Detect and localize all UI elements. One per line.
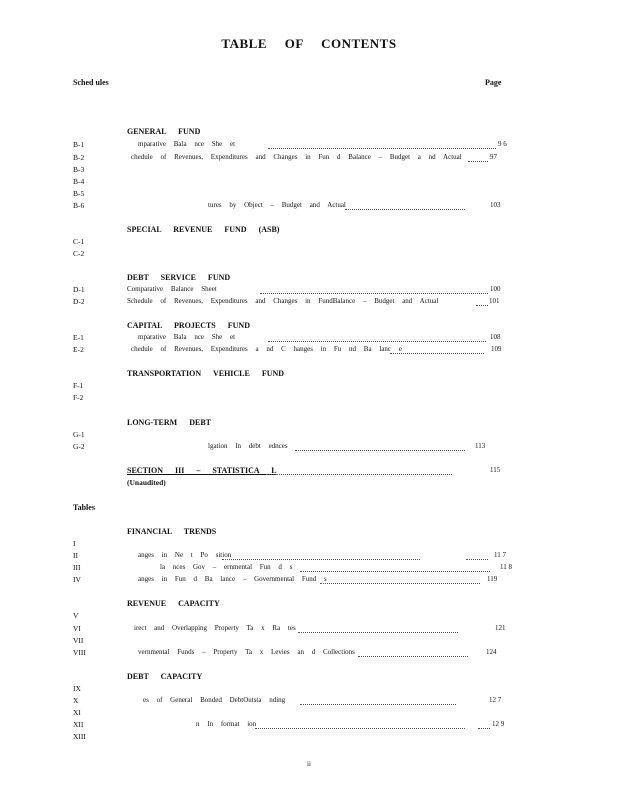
section-debt-capacity: DEBT CAPACITY <box>127 672 203 681</box>
code-g2: G-2 <box>73 442 85 451</box>
page-b2: 97 <box>490 153 497 161</box>
entry-t8: vernmental Funds – Property Ta x Levies an d Collections <box>138 648 355 656</box>
leader-dots <box>345 209 465 210</box>
code-t2: II <box>73 551 78 560</box>
code-f1: F-1 <box>73 381 84 390</box>
page-title: TABLE OF CONTENTS <box>221 36 397 51</box>
code-t4: IV <box>73 575 81 584</box>
code-t7: VII <box>73 636 84 645</box>
section-financial-trends: FINANCIAL TRENDS <box>127 527 217 536</box>
entry-d2: Schedule of Revenues, Expenditures and Changes in FundBalance – Budget and Actual <box>127 297 439 305</box>
page-g2: 113 <box>475 442 486 450</box>
entry-e1: mparative Bala nce She et <box>138 333 236 341</box>
leader-dots <box>222 559 420 560</box>
page-number-footer: ii <box>307 760 311 768</box>
leader-dots <box>268 148 496 149</box>
tables-header: Tables <box>73 503 95 512</box>
code-b6: B-6 <box>73 201 85 210</box>
code-g1: G-1 <box>73 430 85 439</box>
leader-dots <box>358 656 468 657</box>
leader-dots <box>476 305 488 306</box>
leader-dots <box>466 559 488 560</box>
leader-dots <box>320 583 480 584</box>
page-t10: 12 7 <box>489 696 502 704</box>
schedules-header: Sched ules <box>73 78 109 87</box>
leader-dots <box>468 161 488 162</box>
code-t1: I <box>73 539 76 548</box>
section-special-revenue: SPECIAL REVENUE FUND (ASB) <box>127 225 280 234</box>
entry-t6: irect and Overlapping Property Ta x Ra tes <box>134 624 296 632</box>
page-header: Page <box>485 78 502 87</box>
entry-t3: la nces Gov – ernmental Fun d s <box>160 563 293 571</box>
page-b6: 103 <box>490 201 501 209</box>
leader-dots <box>260 293 488 294</box>
code-b3: B-3 <box>73 165 85 174</box>
leader-dots <box>300 571 490 572</box>
entry-e2: chedule of Revenues, Expenditures a nd C hanges in Fu nd Ba lanc e <box>131 345 402 353</box>
code-t11: XI <box>73 708 81 717</box>
code-b4: B-4 <box>73 177 85 186</box>
entry-t4: anges in Fun d Ba lance – Governmental Fund s <box>138 575 327 583</box>
section-revenue-capacity: REVENUE CAPACITY <box>127 599 220 608</box>
section-debt-service: DEBT SERVICE FUND <box>127 273 231 282</box>
code-e1: E-1 <box>73 333 84 342</box>
code-c1: C-1 <box>73 237 85 246</box>
code-f2: F-2 <box>73 393 84 402</box>
page-e2: 109 <box>491 345 502 353</box>
code-e2: E-2 <box>73 345 84 354</box>
section-statistical: SECTION III – STATISTICA L <box>127 466 277 475</box>
section-transportation: TRANSPORTATION VEHICLE FUND <box>127 369 285 378</box>
code-t13: XIII <box>73 732 86 741</box>
page-b1: 9 6 <box>498 140 507 148</box>
page-section3: 115 <box>490 466 501 474</box>
leader-dots <box>255 728 465 729</box>
page-d2: 101 <box>489 297 500 305</box>
entry-g2: lgation In debt ednces <box>208 442 288 450</box>
code-t5: V <box>73 611 79 620</box>
page-t3: 11 8 <box>500 563 512 571</box>
page-t2: 11 7 <box>494 551 506 559</box>
leader-dots <box>390 353 484 354</box>
entry-d1: Comparative Balance Sheet <box>127 285 217 293</box>
code-b1: B-1 <box>73 140 85 149</box>
code-t3: III <box>73 563 81 572</box>
code-c2: C-2 <box>73 249 85 258</box>
code-b5: B-5 <box>73 189 85 198</box>
code-t6: VI <box>73 624 81 633</box>
leader-dots <box>300 704 456 705</box>
page-t8: 124 <box>486 648 497 656</box>
leader-dots <box>298 632 458 633</box>
page-t6: 121 <box>495 624 506 632</box>
page-e1: 108 <box>490 333 501 341</box>
leader-dots <box>295 450 465 451</box>
section-capital-projects: CAPITAL PROJECTS FUND <box>127 321 250 330</box>
code-d2: D-2 <box>73 297 85 306</box>
entry-t10: es of General Bonded DebtOutsta nding <box>143 696 286 704</box>
section-long-term-debt: LONG-TERM DEBT <box>127 418 212 427</box>
page-t4: 119 <box>487 575 498 583</box>
page-d1: 100 <box>490 285 501 293</box>
code-t8: VIII <box>73 648 86 657</box>
code-d1: D-1 <box>73 285 85 294</box>
code-t9: IX <box>73 684 81 693</box>
leader-dots <box>266 474 452 475</box>
leader-dots <box>478 728 490 729</box>
unaudited-label: (Unaudited) <box>127 478 166 487</box>
leader-dots <box>268 341 486 342</box>
section-general-fund: GENERAL FUND <box>127 127 201 136</box>
entry-b2: chedule of Revenues, Expenditures and Changes in Fun d Balance – Budget a nd Actual <box>131 153 462 161</box>
entry-b1: mparative Bala nce She et <box>138 140 236 148</box>
page-t12: 12 9 <box>492 720 505 728</box>
entry-t12: n In format ion <box>196 720 257 728</box>
code-t10: X <box>73 696 79 705</box>
code-b2: B-2 <box>73 153 85 162</box>
code-t12: XII <box>73 720 84 729</box>
entry-t2: anges in Ne t Po sition <box>138 551 232 559</box>
entry-b6: tures by Object – Budget and Actual <box>208 201 346 209</box>
